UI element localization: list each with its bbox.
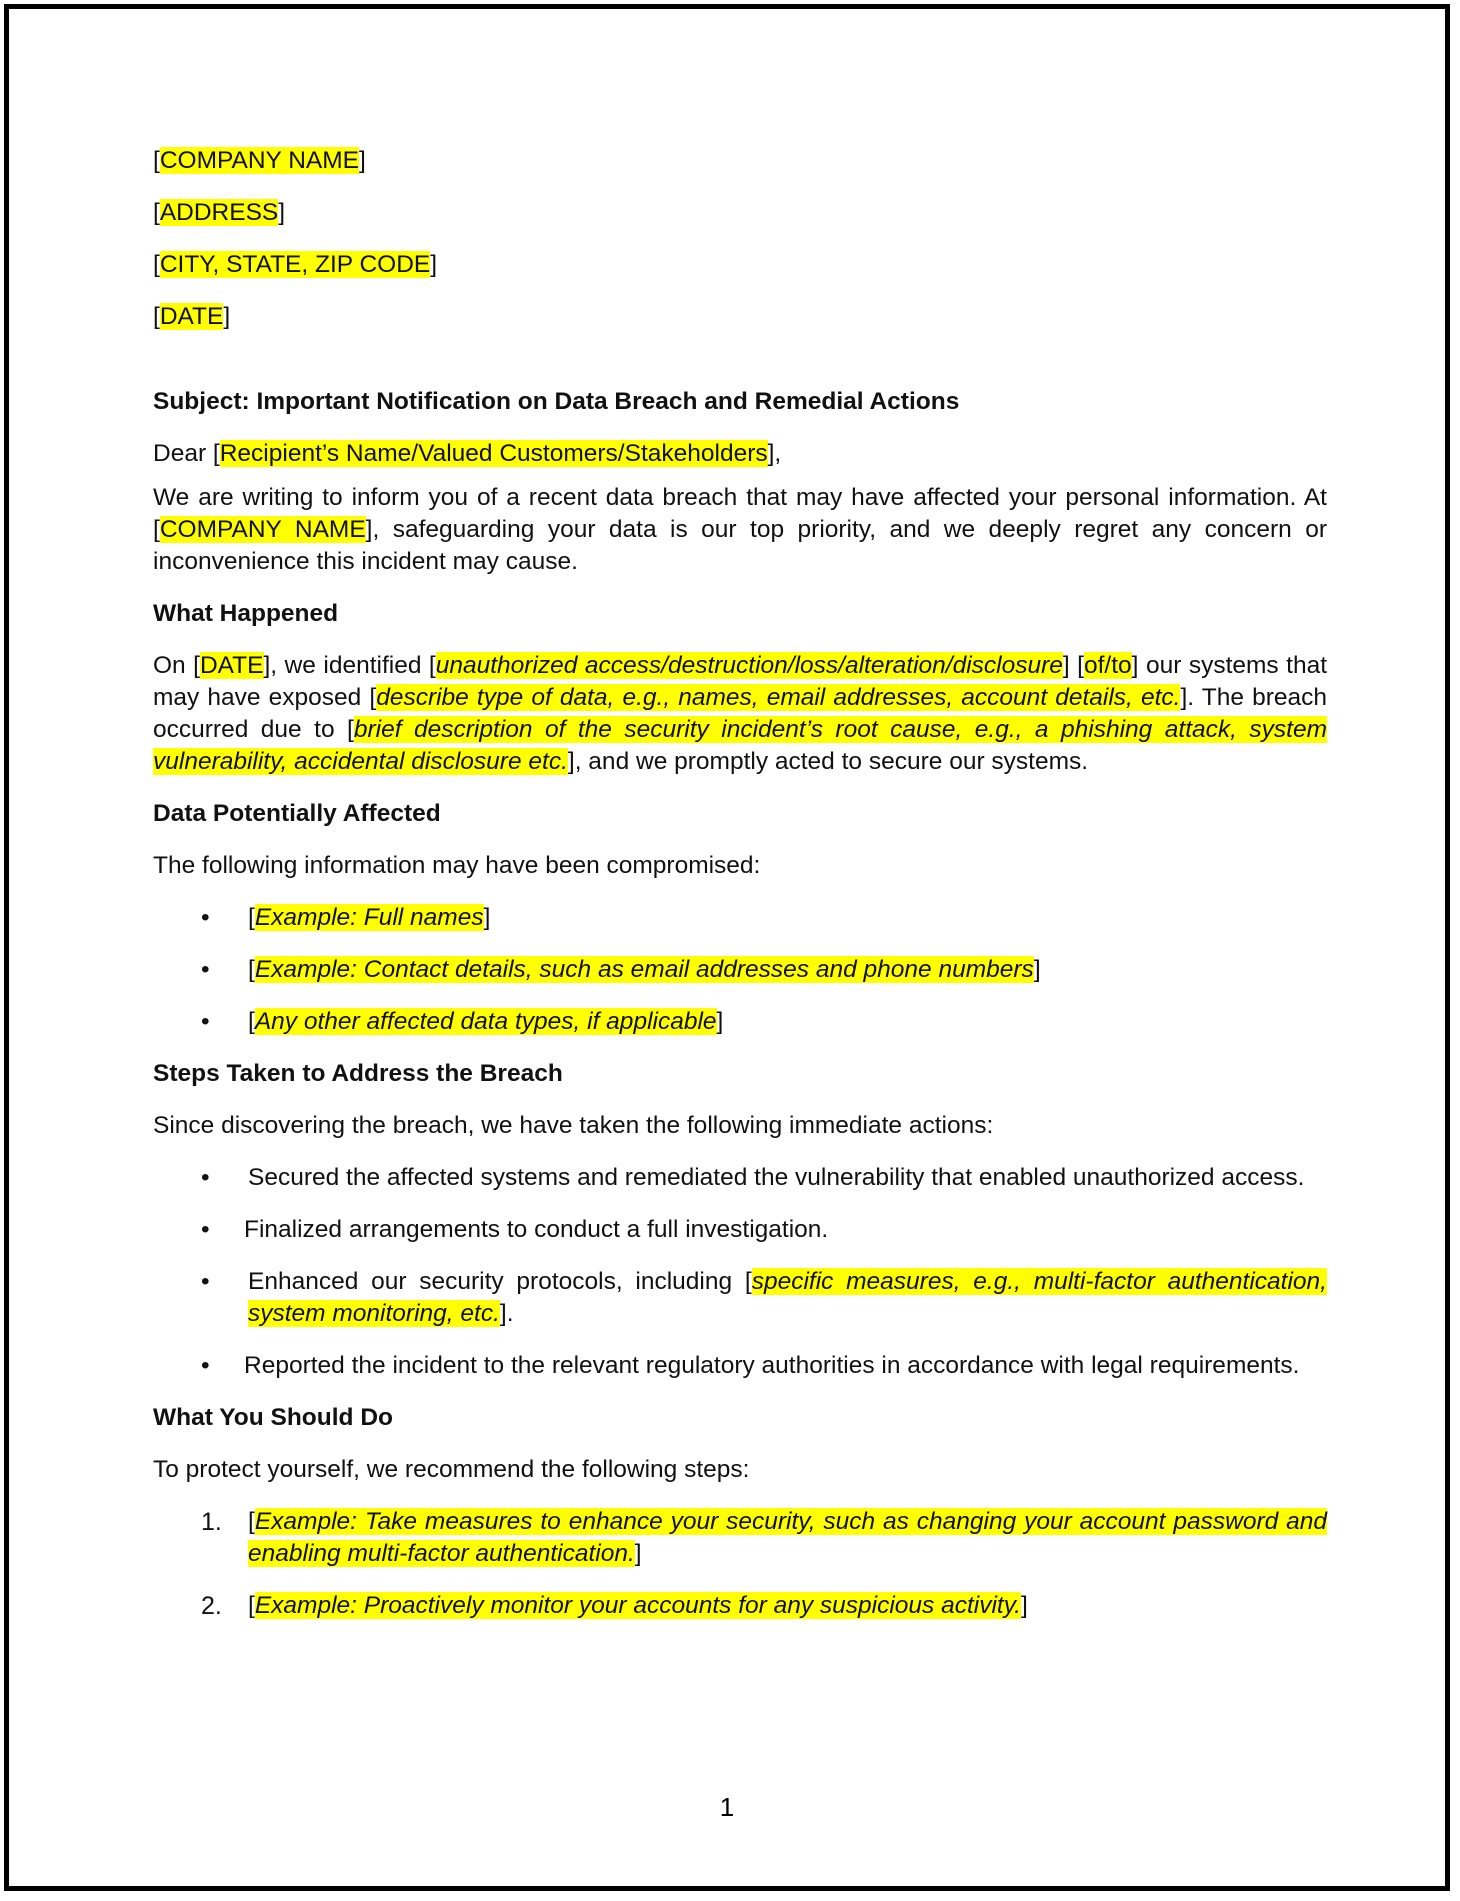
heading-data-affected: Data Potentially Affected xyxy=(153,800,441,827)
wh-text-6: ], and we promptly acted to secure our systems. xyxy=(567,748,1089,775)
list-item xyxy=(153,1266,1327,1330)
list-item: • [Example: Full names] xyxy=(153,902,1327,934)
heading-what-happened: What Happened xyxy=(153,600,339,627)
affected-item-placeholder: Example: Full names xyxy=(254,904,484,931)
steps-taken-intro: Since discovering the breach, we have taken the following immediate actions: xyxy=(153,1112,994,1139)
list-item: • [Example: Contact details, such as email addresses and phone numbers] xyxy=(153,954,1327,986)
bullet-icon: • xyxy=(201,904,210,931)
bullet-icon: • xyxy=(201,1216,210,1243)
greeting-prefix: Dear xyxy=(153,440,213,467)
intro-company-placeholder: COMPANY NAME xyxy=(159,516,366,543)
list-item: 2. [Example: Proactively monitor your accounts for any suspicious activity.] xyxy=(201,1592,1028,1620)
step-text: Secured the affected systems and remediated the vulnerability that enabled unauthorized access. xyxy=(248,1164,1305,1191)
address-line: [ADDRESS] xyxy=(153,199,286,226)
list-item: 1. [Example: Take measures to enhance your security, such as changing your account password and enabling multi-factor authentication.] xyxy=(201,1508,1327,1567)
what-happened-paragraph xyxy=(153,650,1327,778)
city-line: [CITY, STATE, ZIP CODE] xyxy=(153,251,438,278)
step-text: Enhanced our security protocols, including [ xyxy=(248,1268,752,1295)
city-placeholder: CITY, STATE, ZIP CODE xyxy=(159,251,431,278)
recommendation-placeholder: Example: Take measures to enhance your security, such as changing your account password and enabling multi-factor authentication. xyxy=(248,1508,1327,1567)
data-affected-list xyxy=(153,902,1327,1038)
wh-data-types-placeholder: describe type of data, e.g., names, email addresses, account details, etc. xyxy=(376,684,1181,711)
list-item xyxy=(153,1214,1327,1246)
list-number: 2. xyxy=(201,1592,222,1620)
wh-cause-placeholder: brief description of the security incident’s root cause, e.g., a phishing attack, system vulnerability, accidental disclosure etc. xyxy=(153,716,1327,775)
document-page xyxy=(4,4,1450,1891)
heading-what-to-do: What You Should Do xyxy=(153,1404,393,1431)
steps-taken-list xyxy=(153,1162,1327,1382)
bullet-icon: • xyxy=(201,1008,210,1035)
company-name-line: [COMPANY NAME] xyxy=(153,147,366,174)
letter-body xyxy=(153,145,1327,1642)
step-text: Finalized arrangements to conduct a full investigation. xyxy=(244,1216,829,1243)
wh-text-5: ]. The breach occurred due to [ xyxy=(153,684,1327,743)
bullet-icon: • xyxy=(201,956,210,983)
bullet-icon: • xyxy=(201,1352,210,1379)
what-to-do-intro: To protect yourself, we recommend the following steps: xyxy=(153,1456,750,1483)
page-number: 1 xyxy=(719,1792,735,1822)
step-text-suffix: ]. xyxy=(499,1300,514,1327)
list-item: • [Any other affected data types, if applicable] xyxy=(153,1006,1327,1038)
recommendation-placeholder: Example: Proactively monitor your accounts for any suspicious activity. xyxy=(254,1592,1021,1619)
wh-text-3: ] [ xyxy=(1062,652,1084,679)
date-placeholder: DATE xyxy=(159,303,224,330)
wh-date-placeholder: DATE xyxy=(199,652,264,679)
list-item xyxy=(153,1350,1327,1382)
bullet-icon: • xyxy=(201,1268,210,1295)
wh-text-1: On [ xyxy=(153,652,200,679)
step-text: Reported the incident to the relevant regulatory authorities in accordance with legal requirements. xyxy=(244,1352,1300,1379)
wh-prep-placeholder: of/to xyxy=(1083,652,1132,679)
greeting-suffix: ], xyxy=(767,440,782,467)
intro-text-1: We are writing to inform you of a recent data breach that may have affected your personal information. At [ xyxy=(153,484,1327,543)
affected-item-placeholder: Any other affected data types, if applicable xyxy=(254,1008,717,1035)
recipient-placeholder: Recipient’s Name/Valued Customers/Stakeholders xyxy=(219,440,768,467)
date-line: [DATE] xyxy=(153,303,231,330)
bullet-icon: • xyxy=(201,1164,210,1191)
list-item xyxy=(153,1162,1327,1194)
data-affected-intro: The following information may have been compromised: xyxy=(153,852,761,879)
heading-steps-taken: Steps Taken to Address the Breach xyxy=(153,1060,563,1087)
intro-paragraph xyxy=(153,482,1327,578)
affected-item-placeholder: Example: Contact details, such as email addresses and phone numbers xyxy=(254,956,1034,983)
wh-action-placeholder: unauthorized access/destruction/loss/alteration/disclosure xyxy=(435,652,1063,679)
address-placeholder: ADDRESS xyxy=(159,199,279,226)
recommendations-list xyxy=(153,1506,1327,1622)
greeting: Dear [Recipient’s Name/Valued Customers/Stakeholders], xyxy=(153,440,782,467)
wh-text-4: ] our systems that may have exposed [ xyxy=(153,652,1328,711)
company-name-placeholder: COMPANY NAME xyxy=(159,147,360,174)
wh-text-2: ], we identified [ xyxy=(263,652,436,679)
security-measures-placeholder: specific measures, e.g., multi-factor authentication, system monitoring, etc. xyxy=(248,1268,1327,1327)
subject-line: Subject: Important Notification on Data Breach and Remedial Actions xyxy=(153,388,960,415)
list-number: 1. xyxy=(201,1508,222,1536)
intro-text-2: ], safeguarding your data is our top priority, and we deeply regret any concern or inconvenience this incident may cause. xyxy=(153,516,1327,575)
